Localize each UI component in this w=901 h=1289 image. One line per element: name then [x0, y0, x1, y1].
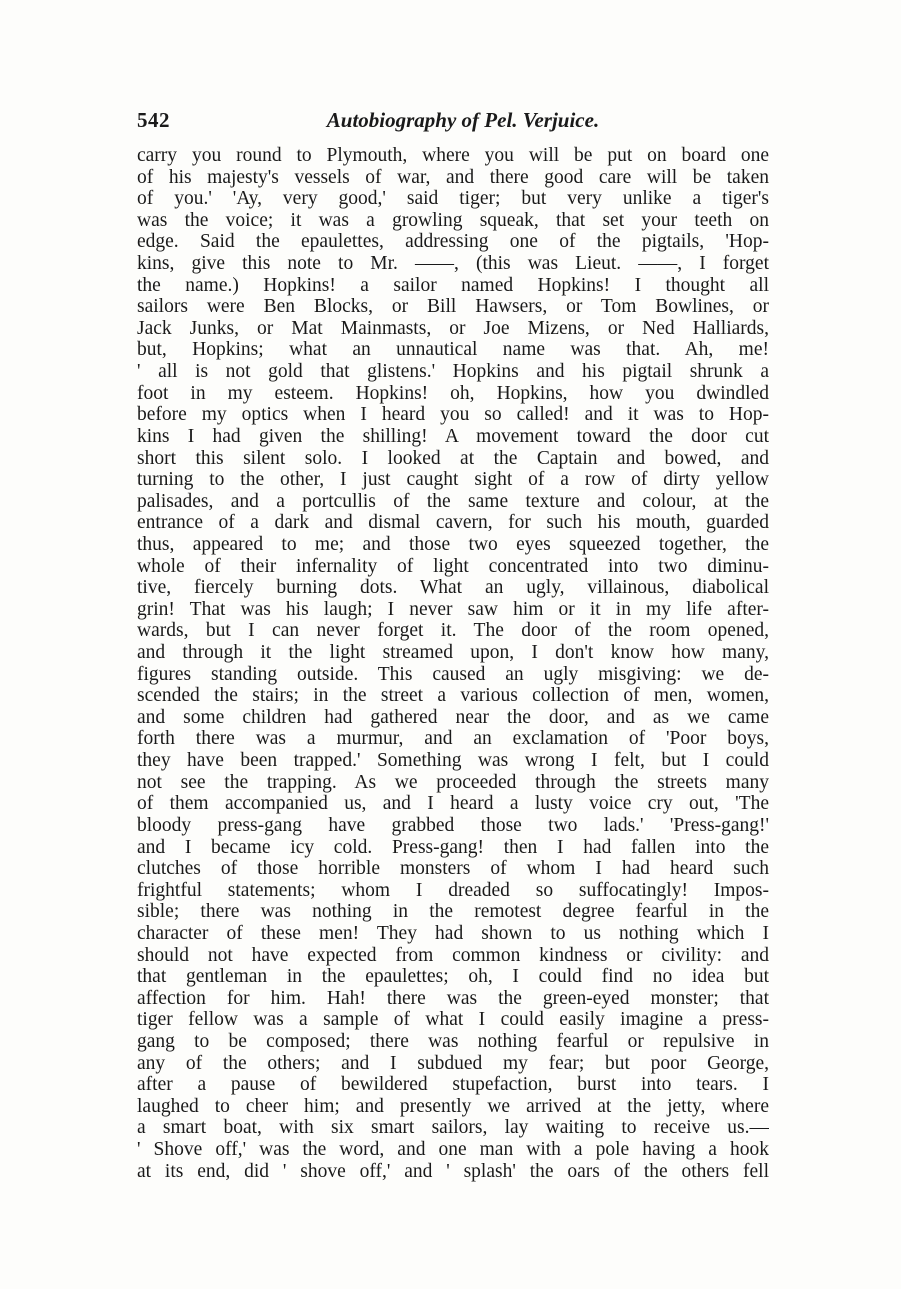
- text-line: figures standing outside. This caused an ugly misgiving: we de-: [137, 663, 769, 685]
- text-line: but, Hopkins; what an unnautical name was that. Ah, me!: [137, 339, 769, 361]
- text-line: foot in my esteem. Hopkins! oh, Hopkins, how you dwindled: [137, 382, 769, 404]
- text-line: gang to be composed; there was nothing fearful or repulsive in: [137, 1030, 769, 1052]
- page-number: 542: [137, 108, 170, 132]
- text-line: that gentleman in the epaulettes; oh, I could find no idea but: [137, 966, 769, 988]
- text-line: ' all is not gold that glistens.' Hopkins and his pigtail shrunk a: [137, 361, 769, 383]
- text-line: of them accompanied us, and I heard a lusty voice cry out, 'The: [137, 793, 769, 815]
- body-text: [137, 145, 769, 1182]
- text-line: before my optics when I heard you so called! and it was to Hop-: [137, 404, 769, 426]
- text-line: they have been trapped.' Something was wrong I felt, but I could: [137, 750, 769, 772]
- text-line: clutches of those horrible monsters of whom I had heard such: [137, 858, 769, 880]
- text-line: a smart boat, with six smart sailors, lay waiting to receive us.—: [137, 1117, 769, 1139]
- text-line: wards, but I can never forget it. The door of the room opened,: [137, 620, 769, 642]
- text-line: was the voice; it was a growling squeak, that set your teeth on: [137, 209, 769, 231]
- text-line: kins I had given the shilling! A movement toward the door cut: [137, 425, 769, 447]
- text-line: and through it the light streamed upon, I don't know how many,: [137, 642, 769, 664]
- text-line: the name.) Hopkins! a sailor named Hopkins! I thought all: [137, 274, 769, 296]
- text-line: and some children had gathered near the door, and as we came: [137, 706, 769, 728]
- text-line: after a pause of bewildered stupefaction, burst into tears. I: [137, 1074, 769, 1096]
- text-line: frightful statements; whom I dreaded so suffocatingly! Impos-: [137, 879, 769, 901]
- text-line: character of these men! They had shown to us nothing which I: [137, 922, 769, 944]
- text-line: ' Shove off,' was the word, and one man with a pole having a hook: [137, 1139, 769, 1161]
- text-line: any of the others; and I subdued my fear; but poor George,: [137, 1052, 769, 1074]
- text-line: sailors were Ben Blocks, or Bill Hawsers, or Tom Bowlines, or: [137, 296, 769, 318]
- text-line: at its end, did ' shove off,' and ' splash' the oars of the others fell: [137, 1160, 769, 1182]
- text-line: palisades, and a portcullis of the same texture and colour, at the: [137, 490, 769, 512]
- text-line: thus, appeared to me; and those two eyes squeezed together, the: [137, 533, 769, 555]
- text-line: tive, fiercely burning dots. What an ugly, villainous, diabolical: [137, 577, 769, 599]
- text-line: not see the trapping. As we proceeded through the streets many: [137, 771, 769, 793]
- text-line: laughed to cheer him; and presently we arrived at the jetty, where: [137, 1095, 769, 1117]
- text-line: grin! That was his laugh; I never saw him or it in my life after-: [137, 598, 769, 620]
- text-line: Jack Junks, or Mat Mainmasts, or Joe Mizens, or Ned Halliards,: [137, 317, 769, 339]
- text-line: kins, give this note to Mr. ——, (this was Lieut. ——, I forget: [137, 253, 769, 275]
- running-head: [137, 108, 769, 138]
- text-line: scended the stairs; in the street a various collection of men, women,: [137, 685, 769, 707]
- text-line: affection for him. Hah! there was the green-eyed monster; that: [137, 987, 769, 1009]
- text-line: turning to the other, I just caught sight of a row of dirty yellow: [137, 469, 769, 491]
- text-line: tiger fellow was a sample of what I could easily imagine a press-: [137, 1009, 769, 1031]
- text-line: entrance of a dark and dismal cavern, for such his mouth, guarded: [137, 512, 769, 534]
- text-line: short this silent solo. I looked at the Captain and bowed, and: [137, 447, 769, 469]
- text-line: sible; there was nothing in the remotest degree fearful in the: [137, 901, 769, 923]
- text-line: and I became icy cold. Press-gang! then I had fallen into the: [137, 836, 769, 858]
- text-line: of his majesty's vessels of war, and there good care will be taken: [137, 166, 769, 188]
- text-line: whole of their infernality of light concentrated into two diminu-: [137, 555, 769, 577]
- running-title: Autobiography of Pel. Verjuice.: [326, 108, 600, 132]
- text-line: should not have expected from common kindness or civility: and: [137, 944, 769, 966]
- text-line: bloody press-gang have grabbed those two lads.' 'Press-gang!': [137, 814, 769, 836]
- text-line: carry you round to Plymouth, where you will be put on board one: [137, 145, 769, 166]
- text-line: forth there was a murmur, and an exclamation of 'Poor boys,: [137, 728, 769, 750]
- text-line: edge. Said the epaulettes, addressing one of the pigtails, 'Hop-: [137, 231, 769, 253]
- text-line: of you.' 'Ay, very good,' said tiger; but very unlike a tiger's: [137, 188, 769, 210]
